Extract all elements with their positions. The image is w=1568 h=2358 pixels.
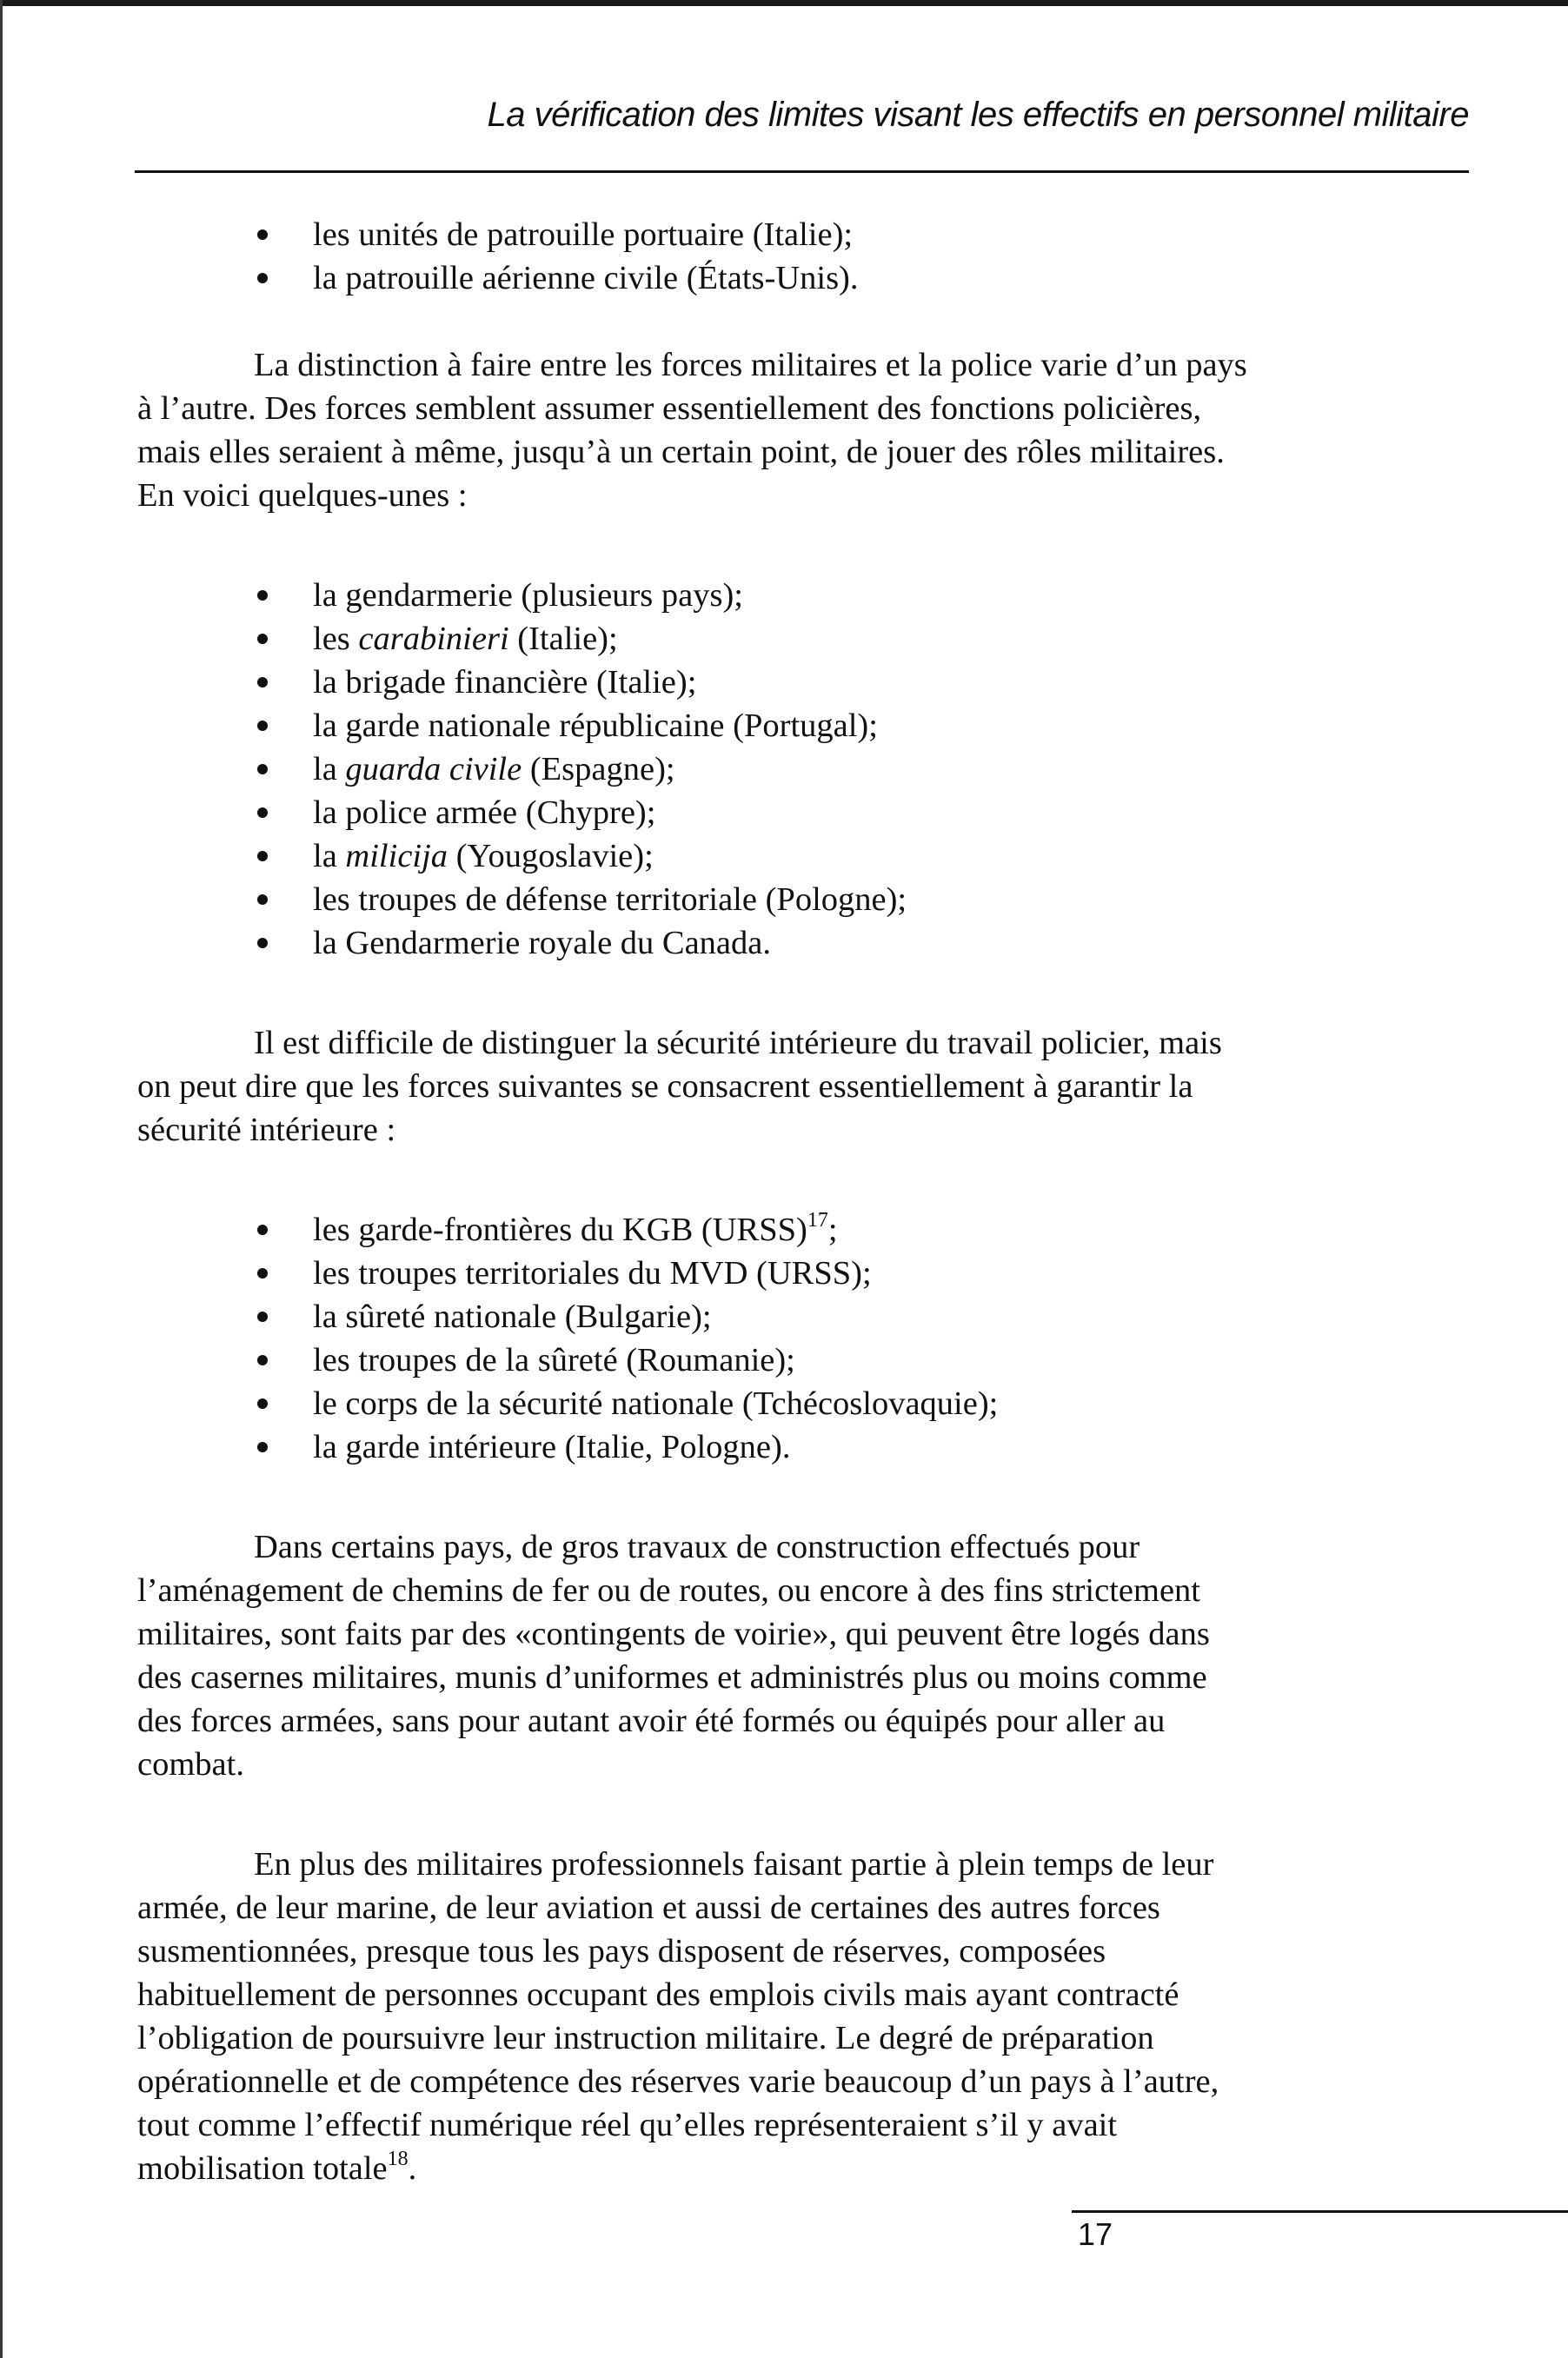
bullet-icon xyxy=(257,894,268,905)
bullet-icon xyxy=(257,1442,268,1452)
paragraph-line: En voici quelques-unes : xyxy=(137,477,468,514)
list-maritime-air-units xyxy=(137,213,1458,300)
list-item: le corps de la sécurité nationale (Tchécoslovaquie); xyxy=(137,1382,1458,1425)
list-item: les troupes de défense territoriale (Pologne); xyxy=(137,878,1458,921)
list-item: les troupes de la sûreté (Roumanie); xyxy=(137,1338,1458,1382)
list-item: la garde intérieure (Italie, Pologne). xyxy=(137,1425,1458,1469)
page-body xyxy=(137,213,1458,2190)
bullet-icon xyxy=(257,1398,268,1409)
list-item: la garde nationale républicaine (Portugal); xyxy=(137,704,1458,747)
bullet-icon xyxy=(257,721,268,731)
footnote-ref: 17 xyxy=(807,1209,828,1232)
list-item: la gendarmerie (plusieurs pays); xyxy=(137,574,1458,617)
bullet-icon xyxy=(257,1355,268,1365)
paragraph-line: combat. xyxy=(137,1746,244,1783)
list-paramilitary-forces xyxy=(137,574,1458,965)
footer-rule xyxy=(1072,2210,1568,2213)
bullet-icon xyxy=(257,677,268,687)
paragraph-line: La distinction à faire entre les forces militaires et la police varie d’un pays xyxy=(254,347,1247,383)
bullet-icon xyxy=(257,273,268,283)
bullet-icon xyxy=(257,634,268,644)
paragraph-police-distinction xyxy=(137,343,1458,517)
bullet-icon xyxy=(257,851,268,861)
list-item: la Gendarmerie royale du Canada. xyxy=(137,921,1458,965)
paragraph-line: Il est difficile de distinguer la sécurité intérieure du travail policier, mais xyxy=(254,1025,1222,1061)
list-item: la sûreté nationale (Bulgarie); xyxy=(137,1295,1458,1338)
page-top-border xyxy=(0,0,1568,6)
paragraph-line: Dans certains pays, de gros travaux de construction effectués pour xyxy=(254,1529,1140,1565)
paragraph-line: mais elles seraient à même, jusqu’à un certain point, de jouer des rôles militaires. xyxy=(137,434,1225,470)
page-left-border xyxy=(0,0,3,2358)
list-security-forces xyxy=(137,1208,1458,1469)
paragraph-internal-security xyxy=(137,1021,1458,1152)
bullet-icon xyxy=(257,229,268,240)
paragraph-reserves xyxy=(137,1843,1458,2190)
paragraph-line: susmentionnées, presque tous les pays disposent de réserves, composées xyxy=(137,1933,1106,1969)
bullet-icon xyxy=(257,590,268,601)
paragraph-line: des forces armées, sans pour autant avoir été formés ou équipés pour aller au xyxy=(137,1703,1166,1739)
paragraph-line: militaires, sont faits par des «contingents de voirie», qui peuvent être logés dans xyxy=(137,1616,1210,1652)
bullet-icon xyxy=(257,1268,268,1279)
paragraph-line: l’obligation de poursuivre leur instruction militaire. Le degré de préparation xyxy=(137,2020,1154,2056)
list-item: les unités de patrouille portuaire (Italie); xyxy=(137,213,1458,256)
paragraph-line: En plus des militaires professionnels faisant partie à plein temps de leur xyxy=(254,1846,1214,1883)
list-item: la milicija (Yougoslavie); xyxy=(137,834,1458,878)
bullet-icon xyxy=(257,764,268,774)
paragraph-line: sécurité intérieure : xyxy=(137,1112,396,1148)
paragraph-line: l’aménagement de chemins de fer ou de routes, ou encore à des fins strictement xyxy=(137,1572,1200,1609)
bullet-icon xyxy=(257,807,268,818)
bullet-icon xyxy=(257,1312,268,1322)
footnote-ref: 18 xyxy=(387,2148,409,2171)
list-item: la police armée (Chypre); xyxy=(137,791,1458,834)
list-item: la guarda civile (Espagne); xyxy=(137,747,1458,791)
paragraph-line: habituellement de personnes occupant des emplois civils mais ayant contracté xyxy=(137,1976,1179,2013)
bullet-icon xyxy=(257,1225,268,1235)
page-number: 17 xyxy=(1078,2216,1113,2252)
paragraph-road-contingents xyxy=(137,1525,1458,1786)
list-item: les garde-frontières du KGB (URSS)$^{17}$; xyxy=(137,1208,1458,1252)
list-item: la brigade financière (Italie); xyxy=(137,661,1458,704)
header-rule xyxy=(135,170,1469,173)
bullet-icon xyxy=(257,938,268,948)
list-item: la patrouille aérienne civile (États-Unis). xyxy=(137,256,1458,300)
paragraph-line: opérationnelle et de compétence des réserves varie beaucoup d’un pays à l’autre, xyxy=(137,2063,1219,2100)
paragraph-line: des casernes militaires, munis d’uniformes et administrés plus ou moins comme xyxy=(137,1659,1207,1696)
running-header: La vérification des limites visant les effectifs en personnel militaire xyxy=(487,96,1469,134)
paragraph-line: on peut dire que les forces suivantes se consacrent essentiellement à garantir la xyxy=(137,1068,1193,1105)
paragraph-line: mobilisation totale$^{18}$. xyxy=(137,2148,417,2187)
list-item: les troupes territoriales du MVD (URSS); xyxy=(137,1252,1458,1295)
paragraph-line: à l’autre. Des forces semblent assumer essentiellement des fonctions policières, xyxy=(137,390,1202,427)
list-item: les carabinieri (Italie); xyxy=(137,617,1458,661)
paragraph-line: armée, de leur marine, de leur aviation et aussi de certaines des autres forces xyxy=(137,1890,1160,1926)
paragraph-line: tout comme l’effectif numérique réel qu’elles représenteraient s’il y avait xyxy=(137,2107,1118,2143)
